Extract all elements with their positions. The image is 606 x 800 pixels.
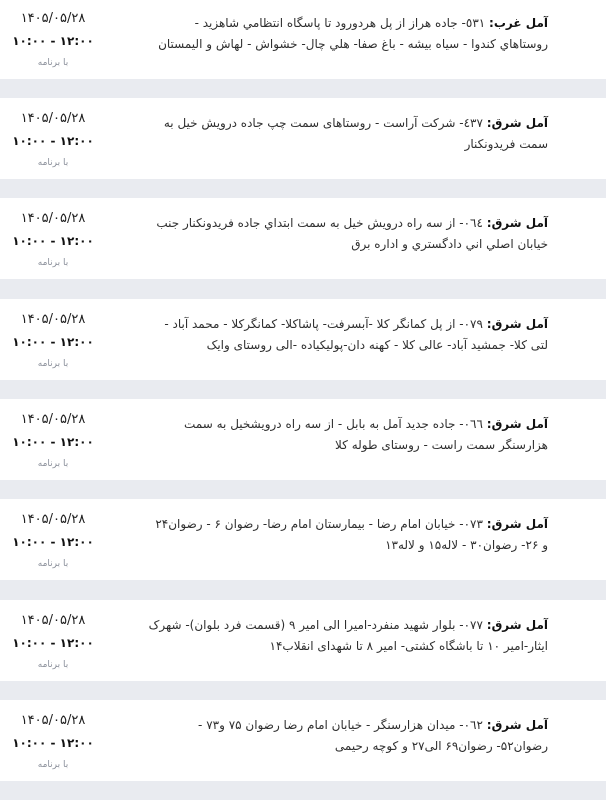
outage-meta <box>0 700 106 781</box>
area-label: آمل شرق: <box>486 517 548 531</box>
status-label: با برنامه <box>37 359 69 369</box>
time-end: ۱۲:۰۰ <box>59 234 94 248</box>
outage-time-range: ۱۲:۰۰ - ۱۰:۰۰ <box>12 234 94 248</box>
outage-time-range: ۱۲:۰۰ - ۱۰:۰۰ <box>12 335 94 349</box>
time-end: ۱۲:۰۰ <box>59 134 94 148</box>
outage-date: ۱۴۰۵/۰۵/۲۸ <box>20 111 86 126</box>
status-label: با برنامه <box>37 660 69 670</box>
status-label: با برنامه <box>37 760 69 770</box>
area-label: آمل شرق: <box>486 216 548 230</box>
outage-meta <box>0 600 106 681</box>
status-label: با برنامه <box>37 158 69 168</box>
outage-time-range: ۱۲:۰۰ - ۱۰:۰۰ <box>12 134 94 148</box>
outage-card[interactable] <box>0 299 606 380</box>
area-label: آمل شرق: <box>486 116 548 130</box>
outage-locations: ٠٧٧- بلوار شهيد منفرد-اميرا الی امير ۹ (قسمت فرد بلوان)- شهرک ایثار-امیر ۱۰ تا باشگاه کشتی- امیر ۸ تا شهدای انقلاب۱۴ <box>148 618 548 653</box>
outage-locations: ٤٣٧- شرکت آراست - روستاهای سمت چپ جاده درویش خیل به سمت فريدونکنار <box>163 116 548 151</box>
outage-description <box>148 715 548 757</box>
time-end: ۱۲:۰۰ <box>59 335 94 349</box>
outage-description <box>148 113 548 155</box>
area-label: آمل شرق: <box>486 718 548 732</box>
outage-description <box>148 414 548 456</box>
outage-description <box>148 514 548 556</box>
status-label: با برنامه <box>37 559 69 569</box>
time-end: ۱۲:۰۰ <box>59 636 94 650</box>
outage-date: ۱۴۰۵/۰۵/۲۸ <box>20 11 86 26</box>
time-end: ۱۲:۰۰ <box>59 736 94 750</box>
outage-card[interactable] <box>0 399 606 480</box>
outage-date: ۱۴۰۵/۰۵/۲۸ <box>20 412 86 427</box>
outage-locations: ٠٧٣- خيابان امام رضا - بيمارستان امام رضا- رضوان ۶ - رضوان۲۴ و ۲۶- رضوان۳۰ - لاله۱۵ و لاله۱۳ <box>155 517 548 552</box>
outage-card[interactable] <box>0 700 606 781</box>
time-end: ۱۲:۰۰ <box>59 435 94 449</box>
outage-meta <box>0 299 106 380</box>
time-start: ۱۰:۰۰ <box>12 435 47 449</box>
outage-card[interactable] <box>0 600 606 681</box>
time-start: ۱۰:۰۰ <box>12 736 47 750</box>
outage-meta <box>0 399 106 480</box>
status-label: با برنامه <box>37 459 69 469</box>
outage-date: ۱۴۰۵/۰۵/۲۸ <box>20 512 86 527</box>
outage-description <box>148 314 548 356</box>
outage-locations: ٥٣١- جاده هراز از پل هردورود تا پاسگاه انتظامي شاهزيد - روستاهاي کندوا - سياه بيشه - باغ صفا- هلي چال- خشواش - لهاش و اليمستان <box>158 16 548 51</box>
outage-date: ۱۴۰۵/۰۵/۲۸ <box>20 312 86 327</box>
outage-date: ۱۴۰۵/۰۵/۲۸ <box>20 211 86 226</box>
status-label: با برنامه <box>37 58 69 68</box>
area-label: آمل شرق: <box>486 317 548 331</box>
outage-time-range: ۱۲:۰۰ - ۱۰:۰۰ <box>12 435 94 449</box>
outage-time-range: ۱۲:۰۰ - ۱۰:۰۰ <box>12 535 94 549</box>
outage-description <box>148 615 548 657</box>
outage-meta <box>0 499 106 580</box>
time-start: ۱۰:۰۰ <box>12 34 47 48</box>
outage-time-range: ۱۲:۰۰ - ۱۰:۰۰ <box>12 636 94 650</box>
outage-time-range: ۱۲:۰۰ - ۱۰:۰۰ <box>12 34 94 48</box>
outage-description <box>148 213 548 255</box>
outage-locations: ٠٦٤- از سه راه درويش خيل به سمت ابتداي جاده فريدونکنار جنب خيابان اصلي اني دادگستري و اداره برق <box>156 216 548 251</box>
outage-locations: ٠٦٢- میدان هزارسنگر - خیابان امام رضا رضوان ۷۵ و۷۳ - رضوان۵۲- رضوان۶۹ الی۲۷ و کوچه رحیمی <box>198 718 548 753</box>
outage-meta <box>0 0 106 79</box>
time-start: ۱۰:۰۰ <box>12 234 47 248</box>
status-label: با برنامه <box>37 258 69 268</box>
outage-card[interactable] <box>0 499 606 580</box>
time-end: ۱۲:۰۰ <box>59 34 94 48</box>
outage-card[interactable] <box>0 0 606 79</box>
outage-date: ۱۴۰۵/۰۵/۲۸ <box>20 613 86 628</box>
time-start: ۱۰:۰۰ <box>12 636 47 650</box>
outage-locations: ٠٦٦- جاده جدید آمل به بابل - از سه راه درویشخیل به سمت هزارسنگر سمت راست - روستای طوله کلا <box>184 417 548 452</box>
time-start: ۱۰:۰۰ <box>12 134 47 148</box>
outage-meta <box>0 98 106 179</box>
outage-time-range: ۱۲:۰۰ - ۱۰:۰۰ <box>12 736 94 750</box>
area-label: آمل شرق: <box>486 618 548 632</box>
outage-description <box>148 13 548 55</box>
outage-card[interactable] <box>0 98 606 179</box>
outage-card[interactable] <box>0 198 606 279</box>
outage-meta <box>0 198 106 279</box>
time-start: ۱۰:۰۰ <box>12 535 47 549</box>
area-label: آمل غرب: <box>489 16 548 30</box>
time-start: ۱۰:۰۰ <box>12 335 47 349</box>
area-label: آمل شرق: <box>486 417 548 431</box>
time-end: ۱۲:۰۰ <box>59 535 94 549</box>
outage-date: ۱۴۰۵/۰۵/۲۸ <box>20 713 86 728</box>
outage-locations: ٠٧٩- از پل کمانگر کلا -آبسرفت- پاشاکلا- کمانگرکلا - محمد آباد - لتی کلا- جمشید آباد- عالی کلا - کهنه دان-پولیکیاده -الی روستای وایک <box>164 317 548 352</box>
